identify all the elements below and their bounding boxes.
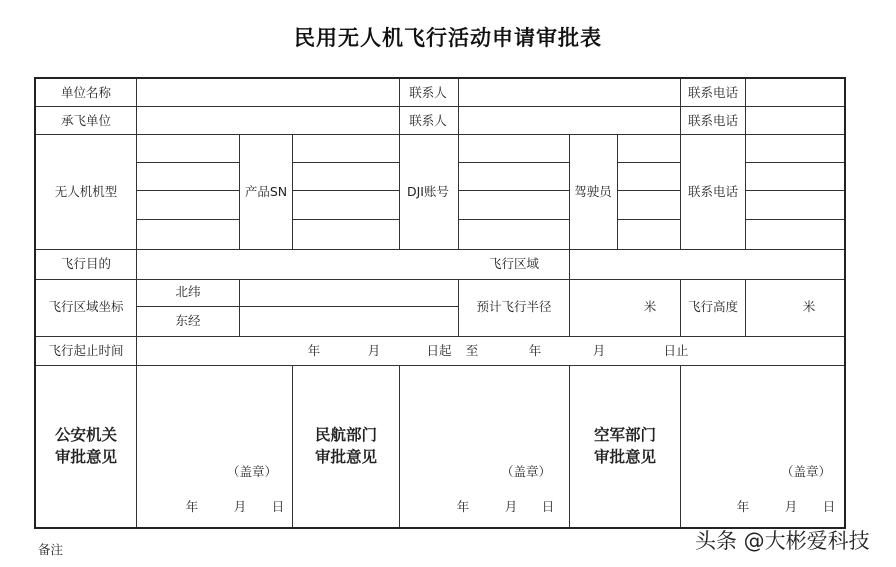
year-label: 年 xyxy=(307,342,321,358)
drone-model-label: 无人机机型 xyxy=(54,183,118,199)
row-divider xyxy=(459,190,569,191)
contact-label: 联系人 xyxy=(409,84,447,100)
col-divider xyxy=(680,365,681,527)
flight-purpose-label: 飞行目的 xyxy=(60,255,112,271)
flight-height-label: 飞行高度 xyxy=(687,298,739,314)
dji-account-label: DJI账号 xyxy=(407,183,449,199)
phone-label: 联系电话 xyxy=(687,84,739,100)
col-divider xyxy=(569,279,570,336)
pilot-label: 驾驶员 xyxy=(574,183,612,199)
meter-unit: 米 xyxy=(643,298,657,314)
col-divider xyxy=(399,365,400,527)
approval-form-table xyxy=(34,77,846,529)
month-label: 月 xyxy=(504,498,518,514)
col-divider xyxy=(458,79,459,249)
meter-unit: 米 xyxy=(802,298,816,314)
to-label: 至 xyxy=(465,342,479,358)
day-end-label: 日止 xyxy=(663,342,689,358)
col-divider xyxy=(569,249,570,279)
row-divider xyxy=(36,279,844,280)
row-divider xyxy=(36,106,844,107)
row-divider xyxy=(746,219,844,220)
phone-label: 联系电话 xyxy=(687,183,739,199)
police-approval-label: 公安机关 审批意见 xyxy=(54,426,118,466)
col-divider xyxy=(745,279,746,336)
year-label: 年 xyxy=(736,498,750,514)
form-title: 民用无人机飞行活动申请审批表 xyxy=(294,26,602,50)
col-divider xyxy=(745,79,746,249)
caac-approval-label: 民航部门 审批意见 xyxy=(314,426,378,466)
row-divider xyxy=(617,219,680,220)
operator-unit-label: 承飞单位 xyxy=(60,112,112,128)
day-label: 日 xyxy=(541,498,555,514)
row-divider xyxy=(137,162,239,163)
flight-area-coords-label: 飞行区域坐标 xyxy=(48,298,124,314)
seal-label: （盖章） xyxy=(226,463,278,479)
row-divider xyxy=(292,219,400,220)
seal-label: （盖章） xyxy=(500,463,552,479)
year-label: 年 xyxy=(185,498,199,514)
row-divider xyxy=(292,162,400,163)
month-label: 月 xyxy=(784,498,798,514)
col-divider xyxy=(680,279,681,336)
row-divider xyxy=(746,190,844,191)
col-divider xyxy=(399,79,400,249)
row-divider xyxy=(459,219,569,220)
row-divider xyxy=(459,162,569,163)
year-label: 年 xyxy=(528,342,542,358)
col-divider xyxy=(458,279,459,336)
east-lon-label: 东经 xyxy=(175,312,201,328)
product-sn-label: 产品SN xyxy=(244,183,288,199)
col-divider xyxy=(239,134,240,249)
phone-label: 联系电话 xyxy=(687,112,739,128)
row-divider xyxy=(36,365,844,366)
unit-name-label: 单位名称 xyxy=(60,84,112,100)
month-label: 月 xyxy=(592,342,606,358)
col-divider xyxy=(292,134,293,249)
row-divider xyxy=(617,162,680,163)
row-divider xyxy=(137,219,239,220)
contact-label: 联系人 xyxy=(409,112,447,128)
remark-label: 备注 xyxy=(38,542,64,557)
est-radius-label: 预计飞行半径 xyxy=(476,298,552,314)
year-label: 年 xyxy=(456,498,470,514)
col-divider xyxy=(292,365,293,527)
month-label: 月 xyxy=(367,342,381,358)
row-divider xyxy=(36,249,844,250)
row-divider xyxy=(36,134,844,135)
col-divider xyxy=(617,134,618,249)
col-divider xyxy=(569,365,570,527)
row-divider xyxy=(617,190,680,191)
day-start-label: 日起 xyxy=(426,342,452,358)
day-label: 日 xyxy=(271,498,285,514)
flight-time-label: 飞行起止时间 xyxy=(48,342,124,358)
watermark-text: 头条 @大彬爱科技 xyxy=(695,529,870,553)
col-divider xyxy=(239,279,240,336)
col-divider xyxy=(136,79,137,527)
seal-label: （盖章） xyxy=(780,463,832,479)
day-label: 日 xyxy=(822,498,836,514)
row-divider xyxy=(137,306,458,307)
row-divider xyxy=(746,162,844,163)
flight-area-label: 飞行区域 xyxy=(488,255,540,271)
airforce-approval-label: 空军部门 审批意见 xyxy=(593,426,657,466)
row-divider xyxy=(292,190,400,191)
col-divider xyxy=(569,134,570,249)
row-divider xyxy=(137,190,239,191)
month-label: 月 xyxy=(233,498,247,514)
col-divider xyxy=(680,79,681,249)
north-lat-label: 北纬 xyxy=(175,283,201,299)
row-divider xyxy=(36,336,844,337)
